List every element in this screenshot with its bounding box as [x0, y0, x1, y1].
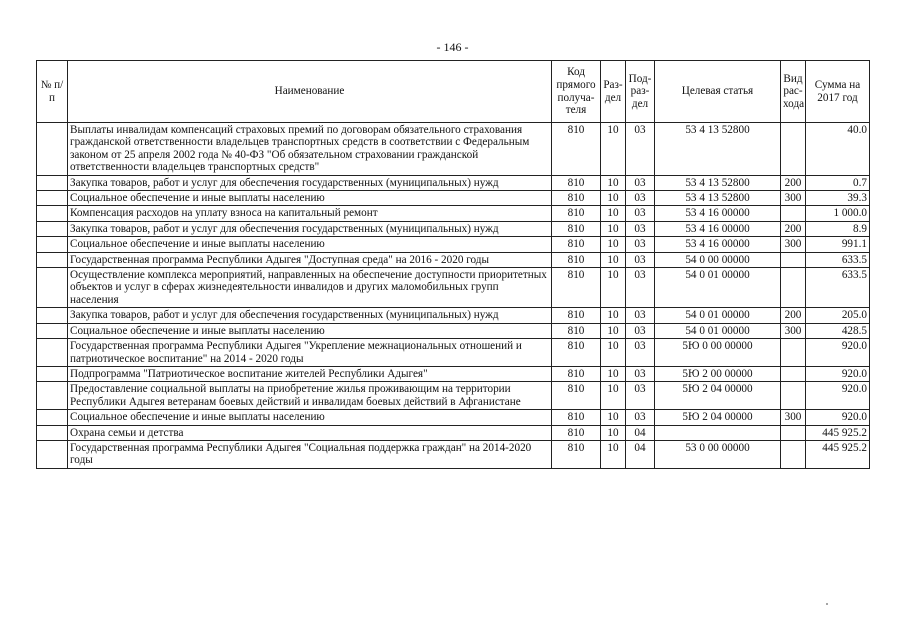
cell-section: 10	[601, 123, 626, 176]
cell-subsection: 03	[626, 410, 655, 425]
cell-amount: 633.5	[806, 268, 870, 308]
cell-num	[37, 252, 68, 267]
cell-amount: 40.0	[806, 123, 870, 176]
table-row	[37, 308, 870, 323]
cell-name: Подпрограмма "Патриотическое воспитание жителей Республики Адыгея"	[68, 366, 552, 381]
cell-type: 300	[781, 191, 806, 206]
cell-name: Социальное обеспечение и иные выплаты населению	[68, 323, 552, 338]
cell-type: 300	[781, 410, 806, 425]
cell-subsection: 03	[626, 206, 655, 221]
cell-num	[37, 425, 68, 440]
cell-section: 10	[601, 206, 626, 221]
cell-num	[37, 206, 68, 221]
table-row	[37, 440, 870, 468]
cell-num	[37, 440, 68, 468]
cell-name: Закупка товаров, работ и услуг для обеспечения государственных (муниципальных) нужд	[68, 175, 552, 190]
cell-name: Социальное обеспечение и иные выплаты населению	[68, 237, 552, 252]
cell-type: 200	[781, 221, 806, 236]
cell-name: Компенсация расходов на уплату взноса на капитальный ремонт	[68, 206, 552, 221]
cell-type: 300	[781, 237, 806, 252]
table-header-row	[37, 61, 870, 123]
cell-type: 200	[781, 308, 806, 323]
cell-section: 10	[601, 323, 626, 338]
table-row	[37, 206, 870, 221]
cell-subsection: 03	[626, 191, 655, 206]
table-row	[37, 268, 870, 308]
cell-type	[781, 206, 806, 221]
cell-target: 53 0 00 00000	[655, 440, 781, 468]
cell-type	[781, 268, 806, 308]
cell-type	[781, 440, 806, 468]
cell-code: 810	[552, 425, 601, 440]
cell-target: 5Ю 2 04 00000	[655, 382, 781, 410]
cell-num	[37, 323, 68, 338]
cell-amount: 920.0	[806, 410, 870, 425]
cell-code: 810	[552, 252, 601, 267]
cell-amount: 8.9	[806, 221, 870, 236]
cell-num	[37, 339, 68, 367]
cell-subsection: 03	[626, 237, 655, 252]
cell-code: 810	[552, 339, 601, 367]
cell-section: 10	[601, 425, 626, 440]
cell-section: 10	[601, 221, 626, 236]
cell-name: Закупка товаров, работ и услуг для обеспечения государственных (муниципальных) нужд	[68, 221, 552, 236]
cell-subsection: 03	[626, 382, 655, 410]
cell-target: 54 0 01 00000	[655, 323, 781, 338]
cell-section: 10	[601, 268, 626, 308]
cell-section: 10	[601, 237, 626, 252]
cell-name: Государственная программа Республики Адыгея "Укрепление межнациональных отношений и патриотическое воспитание" на 2014 - 2020 годы	[68, 339, 552, 367]
cell-target: 53 4 16 00000	[655, 237, 781, 252]
cell-num	[37, 221, 68, 236]
cell-name: Закупка товаров, работ и услуг для обеспечения государственных (муниципальных) нужд	[68, 308, 552, 323]
header-subsection: Под-раз-дел	[626, 61, 655, 123]
cell-type: 300	[781, 323, 806, 338]
cell-num	[37, 308, 68, 323]
cell-name: Охрана семьи и детства	[68, 425, 552, 440]
table-row	[37, 191, 870, 206]
cell-name: Выплаты инвалидам компенсаций страховых премий по договорам обязательного страхования гражданской ответственности владельцев транспортных средств в соответствии с Федеральным законом от 25 апреля 2002 года № 40-ФЗ "Об обязательном страховании гражданской ответственности владельцев транспортных средств"	[68, 123, 552, 176]
cell-subsection: 03	[626, 252, 655, 267]
cell-num	[37, 410, 68, 425]
cell-amount: 0.7	[806, 175, 870, 190]
table-row	[37, 382, 870, 410]
cell-num	[37, 237, 68, 252]
cell-section: 10	[601, 252, 626, 267]
cell-amount: 445 925.2	[806, 440, 870, 468]
cell-section: 10	[601, 191, 626, 206]
cell-type	[781, 382, 806, 410]
cell-num	[37, 268, 68, 308]
cell-target: 53 4 13 52800	[655, 123, 781, 176]
cell-amount: 205.0	[806, 308, 870, 323]
cell-section: 10	[601, 366, 626, 381]
cell-subsection: 03	[626, 308, 655, 323]
table-row	[37, 237, 870, 252]
cell-name: Предоставление социальной выплаты на приобретение жилья проживающим на территории Республики Адыгея ветеранам боевых действий и инвалидам боевых действий в Афганистане	[68, 382, 552, 410]
page-number: - 146 -	[436, 40, 469, 54]
cell-name: Социальное обеспечение и иные выплаты населению	[68, 191, 552, 206]
cell-code: 810	[552, 268, 601, 308]
cell-name: Социальное обеспечение и иные выплаты населению	[68, 410, 552, 425]
cell-amount: 445 925.2	[806, 425, 870, 440]
budget-table	[36, 60, 870, 469]
table-row	[37, 410, 870, 425]
cell-code: 810	[552, 123, 601, 176]
cell-amount: 920.0	[806, 339, 870, 367]
cell-type	[781, 252, 806, 267]
cell-code: 810	[552, 440, 601, 468]
table-body	[37, 123, 870, 469]
cell-code: 810	[552, 191, 601, 206]
cell-subsection: 03	[626, 323, 655, 338]
table-row	[37, 175, 870, 190]
header-target: Целевая статья	[655, 61, 781, 123]
scan-speck	[826, 603, 828, 605]
cell-type	[781, 123, 806, 176]
table-row	[37, 252, 870, 267]
cell-type: 200	[781, 175, 806, 190]
cell-amount: 920.0	[806, 366, 870, 381]
cell-target: 5Ю 2 00 00000	[655, 366, 781, 381]
cell-subsection: 03	[626, 268, 655, 308]
cell-amount: 428.5	[806, 323, 870, 338]
cell-name: Осуществление комплекса мероприятий, направленных на обеспечение доступности приоритетных объектов и услуг в сферах жизнедеятельности инвалидов и других маломобильных групп населения	[68, 268, 552, 308]
header-section: Раз-дел	[601, 61, 626, 123]
table-row	[37, 425, 870, 440]
cell-type	[781, 425, 806, 440]
cell-target: 54 0 01 00000	[655, 268, 781, 308]
cell-num	[37, 191, 68, 206]
cell-target: 54 0 01 00000	[655, 308, 781, 323]
cell-code: 810	[552, 237, 601, 252]
table-row	[37, 339, 870, 367]
cell-subsection: 03	[626, 366, 655, 381]
table-row	[37, 123, 870, 176]
header-amount: Сумма на 2017 год	[806, 61, 870, 123]
cell-amount: 1 000.0	[806, 206, 870, 221]
cell-type	[781, 339, 806, 367]
cell-section: 10	[601, 440, 626, 468]
cell-subsection: 04	[626, 440, 655, 468]
table-row	[37, 221, 870, 236]
cell-target: 53 4 16 00000	[655, 221, 781, 236]
cell-target: 53 4 13 52800	[655, 175, 781, 190]
cell-subsection: 03	[626, 123, 655, 176]
cell-subsection: 03	[626, 175, 655, 190]
cell-code: 810	[552, 410, 601, 425]
cell-num	[37, 382, 68, 410]
header-name: Наименование	[68, 61, 552, 123]
cell-subsection: 03	[626, 221, 655, 236]
cell-code: 810	[552, 366, 601, 381]
cell-target: 53 4 16 00000	[655, 206, 781, 221]
cell-target: 5Ю 2 04 00000	[655, 410, 781, 425]
cell-name: Государственная программа Республики Адыгея "Доступная среда" на 2016 - 2020 годы	[68, 252, 552, 267]
cell-code: 810	[552, 175, 601, 190]
cell-target: 53 4 13 52800	[655, 191, 781, 206]
cell-section: 10	[601, 308, 626, 323]
table-row	[37, 323, 870, 338]
cell-amount: 920.0	[806, 382, 870, 410]
header-num: № п/п	[37, 61, 68, 123]
cell-section: 10	[601, 382, 626, 410]
header-expense-type: Вид рас-хода	[781, 61, 806, 123]
cell-name: Государственная программа Республики Адыгея "Социальная поддержка граждан" на 2014-2020 годы	[68, 440, 552, 468]
header-code: Код прямого получа-теля	[552, 61, 601, 123]
cell-amount: 991.1	[806, 237, 870, 252]
cell-num	[37, 366, 68, 381]
cell-section: 10	[601, 175, 626, 190]
cell-type	[781, 366, 806, 381]
cell-code: 810	[552, 221, 601, 236]
cell-num	[37, 175, 68, 190]
cell-amount: 633.5	[806, 252, 870, 267]
cell-target: 54 0 00 00000	[655, 252, 781, 267]
cell-code: 810	[552, 323, 601, 338]
cell-subsection: 04	[626, 425, 655, 440]
cell-code: 810	[552, 206, 601, 221]
cell-target: 5Ю 0 00 00000	[655, 339, 781, 367]
table-row	[37, 366, 870, 381]
cell-section: 10	[601, 339, 626, 367]
cell-amount: 39.3	[806, 191, 870, 206]
cell-num	[37, 123, 68, 176]
cell-code: 810	[552, 308, 601, 323]
cell-subsection: 03	[626, 339, 655, 367]
cell-section: 10	[601, 410, 626, 425]
cell-target	[655, 425, 781, 440]
cell-code: 810	[552, 382, 601, 410]
